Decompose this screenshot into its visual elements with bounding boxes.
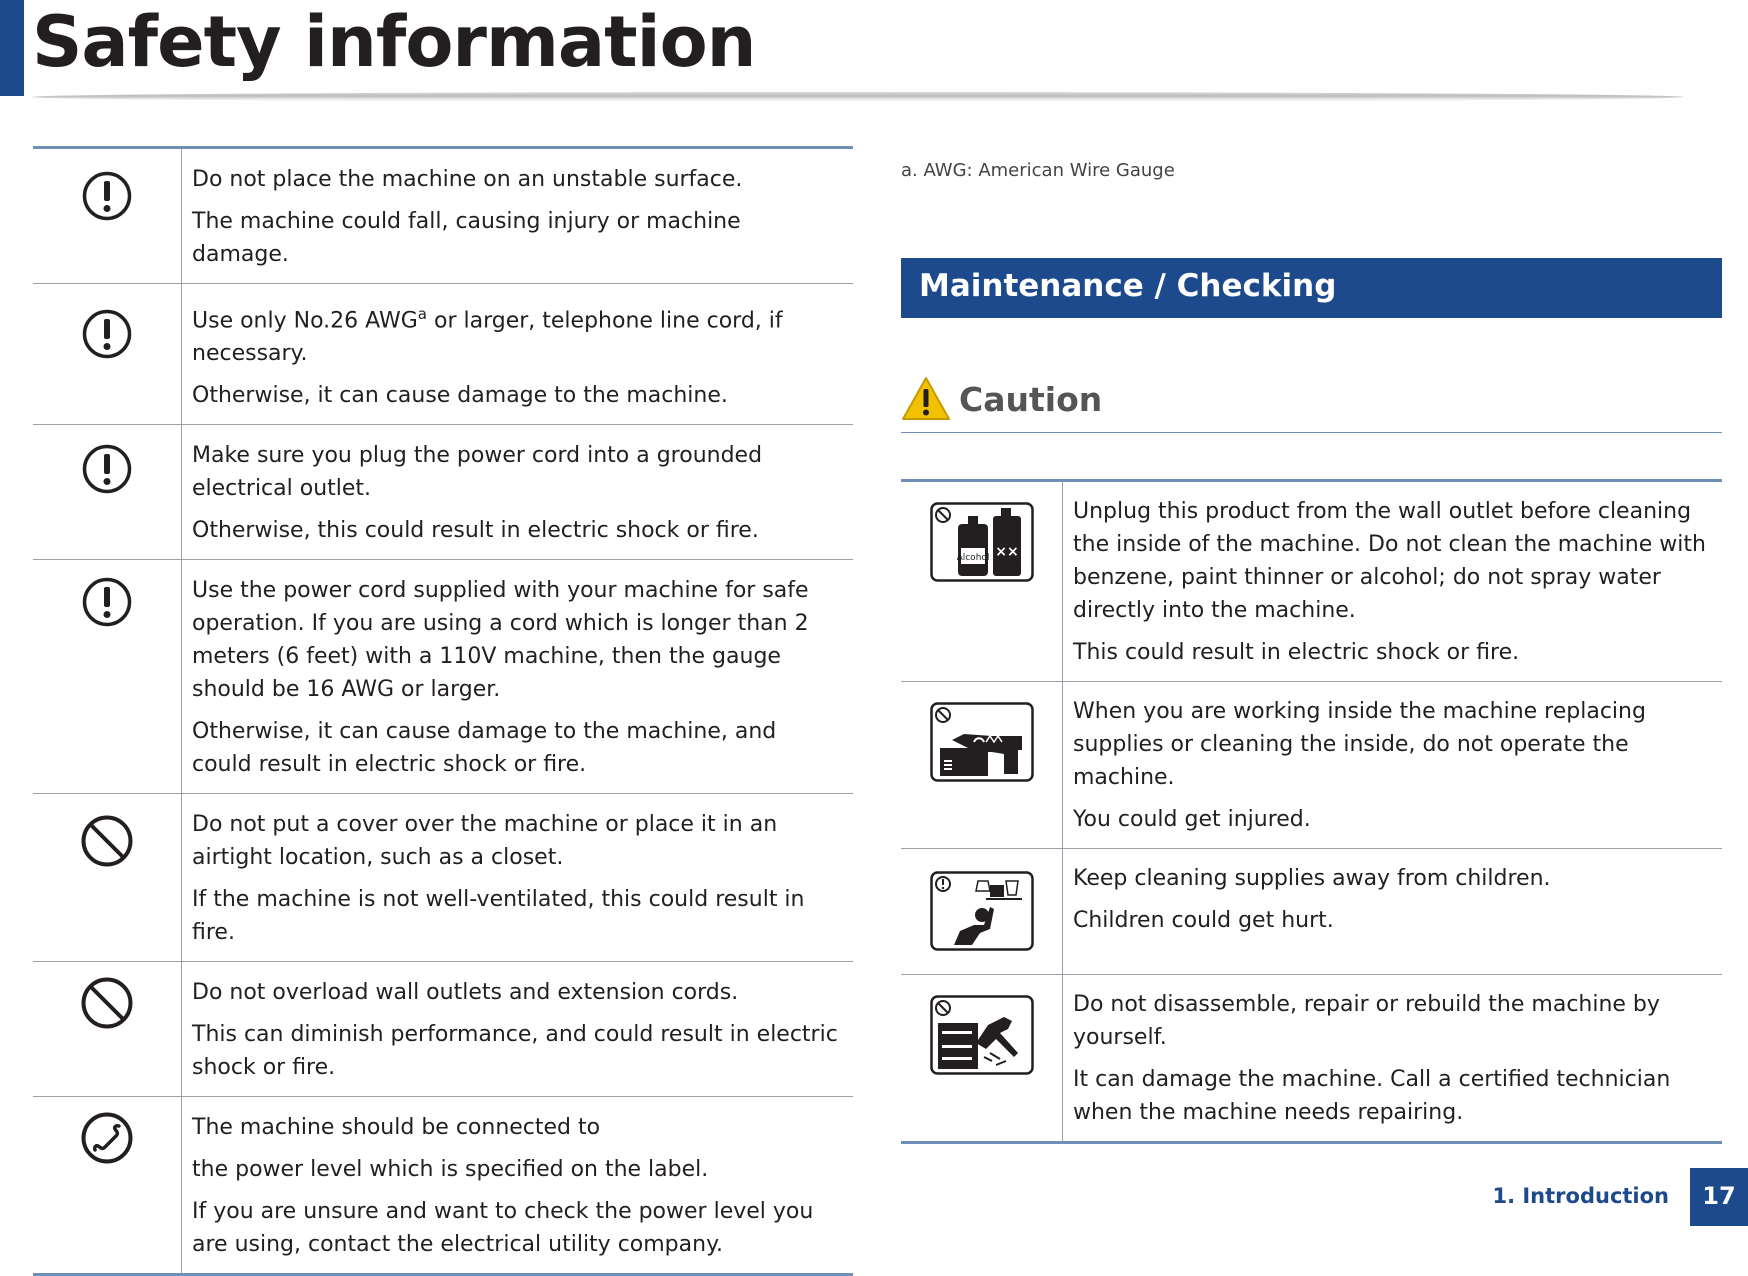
consequence-text: Otherwise, it can cause damage to the machine, and could result in electric shock or fire. [192, 719, 777, 778]
consequence-text: If the machine is not well-ventilated, this could result in fire. [192, 887, 805, 946]
footer-section-label: 1. Introduction [1492, 1184, 1669, 1208]
no-disassemble-icon [930, 995, 1034, 1075]
table-row [901, 481, 1722, 682]
table-row [33, 1097, 853, 1275]
icon-cell [33, 425, 182, 560]
text-cell [182, 148, 854, 284]
prohibited-icon [80, 976, 134, 1030]
warning-text: When you are working inside the machine replacing supplies or cleaning the inside, do not operate the machine. [1073, 699, 1646, 790]
table-row [33, 148, 853, 284]
warning-text-end: or larger, telephone line cord, if necessary. [192, 308, 783, 367]
table-row [901, 849, 1722, 975]
text-cell [1063, 682, 1723, 849]
phone-icon [80, 1111, 134, 1165]
consequence-text: Otherwise, this could result in electric shock or fire. [192, 518, 759, 544]
icon-cell [901, 682, 1063, 849]
text-cell [182, 560, 854, 794]
warning-text: Use the power cord supplied with your machine for safe operation. If you are using a cord which is longer than 2 meters (6 feet) with a 110V machine, then the gauge should be 16 AWG or larger. [192, 578, 809, 703]
consequence-text: It can damage the machine. Call a certified technician when the machine needs repairing. [1073, 1067, 1671, 1125]
text-cell [1063, 975, 1723, 1143]
warning-text: Do not overload wall outlets and extension cords. [192, 980, 739, 1006]
caution-triangle-icon [901, 376, 951, 422]
footnote: a. AWG: American Wire Gauge [901, 160, 1175, 181]
text-cell [182, 794, 854, 962]
consequence-text: This can diminish performance, and could result in electric shock or fire. [192, 1022, 838, 1081]
table-row [33, 962, 853, 1097]
no-chemicals-icon [930, 502, 1034, 582]
icon-cell [33, 284, 182, 425]
exclamation-icon [81, 308, 133, 360]
footnote-marker: a [417, 305, 427, 323]
child-caution-icon [930, 871, 1034, 951]
svg-text:××: ×× [994, 544, 1019, 560]
text-cell [182, 1097, 854, 1275]
title-accent-bar [0, 0, 24, 96]
consequence-text: You could get injured. [1073, 807, 1311, 832]
consequence-text: Children could get hurt. [1073, 908, 1334, 933]
table-row [33, 794, 853, 962]
exclamation-icon [81, 170, 133, 222]
warning-text [192, 298, 841, 370]
section-header [901, 258, 1722, 318]
icon-cell [901, 481, 1063, 682]
exclamation-icon [81, 443, 133, 495]
text-cell [1063, 481, 1723, 682]
table-row [901, 682, 1722, 849]
alcohol-label: Alcohol [956, 553, 989, 563]
warning-text: Do not put a cover over the machine or place it in an airtight location, such as a closet. [192, 812, 778, 871]
icon-cell [901, 849, 1063, 975]
page-title: Safety information [32, 1, 756, 83]
table-row [33, 425, 853, 560]
page-number: 17 [1690, 1168, 1748, 1226]
text-cell [1063, 849, 1723, 975]
warning-text: The machine should be connected to [192, 1115, 601, 1141]
icon-cell [33, 1097, 182, 1275]
prohibited-icon [80, 814, 134, 868]
left-safety-table [33, 146, 853, 1276]
consequence-text: The machine could fall, causing injury or machine damage. [192, 209, 741, 267]
title-divider [32, 92, 1684, 102]
maintenance-safety-table [901, 479, 1722, 1144]
consequence-text: This could result in electric shock or fire. [1073, 640, 1520, 665]
warning-text: Do not disassemble, repair or rebuild the machine by yourself. [1073, 992, 1660, 1050]
text-cell [182, 962, 854, 1097]
warning-text: Keep cleaning supplies away from children. [1073, 866, 1551, 891]
no-hand-inside-icon [930, 702, 1034, 782]
table-row [33, 560, 853, 794]
table-row [33, 284, 853, 425]
warning-text: Unplug this product from the wall outlet before cleaning the inside of the machine. Do not clean the machine with benzene, paint thinner or alcohol; do not spray water directly into the machine. [1073, 499, 1706, 623]
text-cell [182, 425, 854, 560]
exclamation-icon [81, 576, 133, 628]
caution-label: Caution [959, 380, 1103, 419]
consequence-text: Otherwise, it can cause damage to the machine. [192, 383, 728, 409]
warning-text-start: Use only No.26 AWG [192, 308, 418, 334]
icon-cell [33, 560, 182, 794]
text-cell [182, 284, 854, 425]
warning-text: Do not place the machine on an unstable surface. [192, 167, 743, 192]
caution-heading [901, 372, 1722, 433]
table-row [901, 975, 1722, 1143]
icon-cell [33, 148, 182, 284]
warning-text: Make sure you plug the power cord into a grounded electrical outlet. [192, 443, 763, 502]
icon-cell [33, 962, 182, 1097]
warning-text-continued: the power level which is specified on the label. [192, 1157, 709, 1183]
section-title: Maintenance / Checking [919, 268, 1337, 304]
icon-cell [33, 794, 182, 962]
consequence-text: If you are unsure and want to check the power level you are using, contact the electrical utility company. [192, 1199, 814, 1258]
icon-cell [901, 975, 1063, 1143]
